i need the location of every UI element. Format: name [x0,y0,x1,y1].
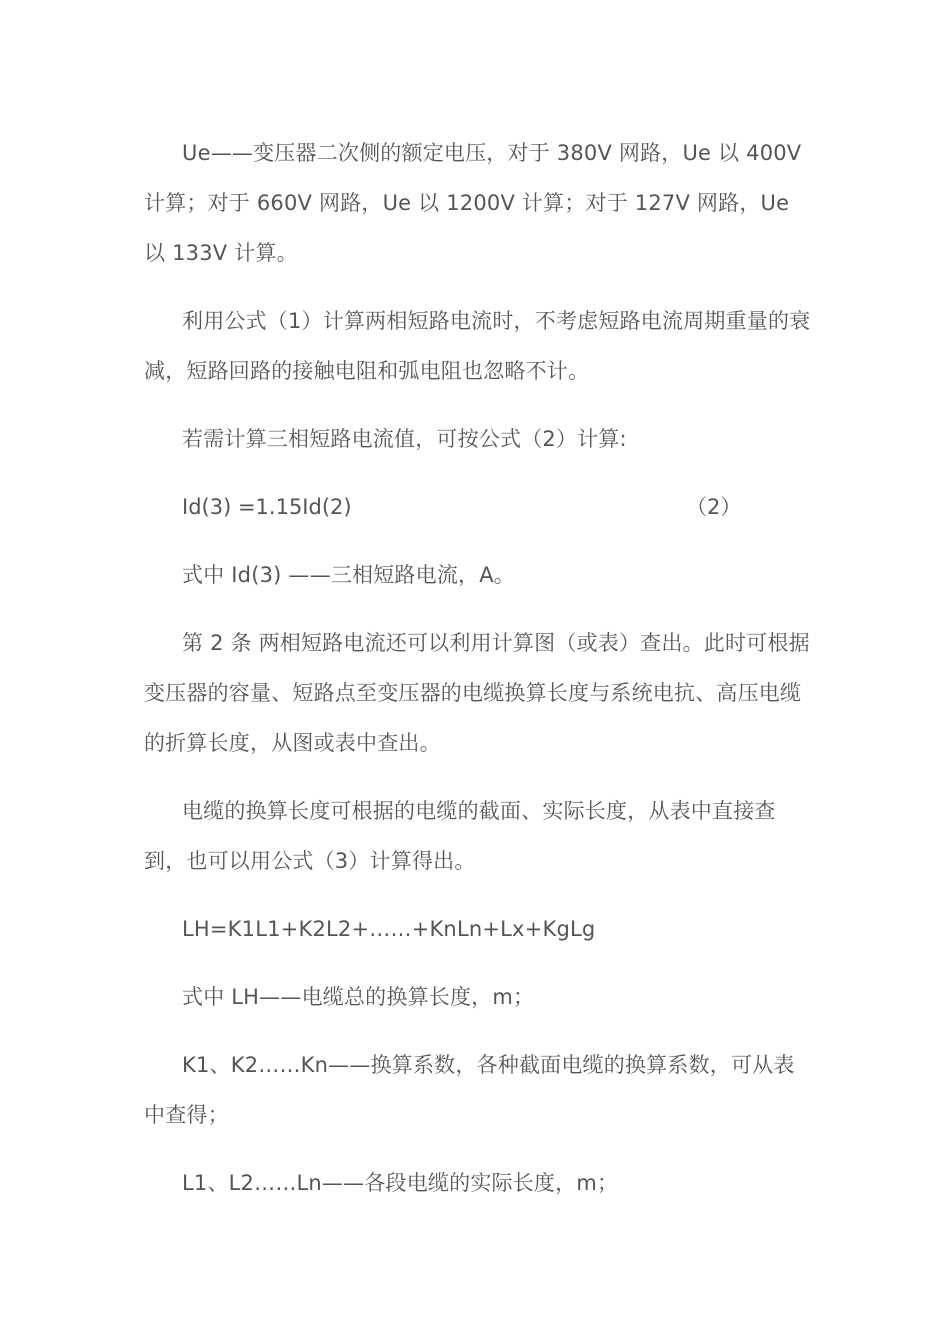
paragraph-cable-length: 电缆的换算长度可根据的电缆的截面、实际长度，从表中直接查到，也可以用公式（3）计算得出。 [144,799,776,873]
paragraph-formula1-note: 利用公式（1）计算两相短路电流时，不考虑短路电流周期重量的衰减，短路回路的接触电阻和弧电阻也忽略不计。 [144,309,811,383]
paragraph-article-2: 第 2 条 两相短路电流还可以利用计算图（或表）查出。此时可根据变压器的容量、短路点至变压器的电缆换算长度与系统电抗、高压电缆的折算长度，从图或表中查出。 [144,631,810,755]
formula-2-expression: Id(3) =1.15Id(2) [182,495,352,519]
formula-2-number: （2） [686,495,742,519]
paragraph-id3-definition: 式中 Id(3) ——三相短路电流，A。 [182,563,515,587]
paragraph-ue-definition: Ue——变压器二次侧的额定电压，对于 380V 网路，Ue 以 400V 计算；对于 660V 网路，Ue 以 1200V 计算；对于 127V 网路，Ue 以 133V 计算。 [144,141,802,265]
formula-3: LH=K1L1+K2L2+……+KnLn+Lx+KgLg [182,917,596,941]
formula-2 [144,482,814,532]
paragraph-k-definition: K1、K2……Kn——换算系数，各种截面电缆的换算系数，可从表中查得； [144,1053,795,1127]
paragraph-lh-definition: 式中 LH——电缆总的换算长度，m； [182,985,535,1009]
paragraph-three-phase-intro: 若需计算三相短路电流值，可按公式（2）计算: [182,427,627,451]
paragraph-l-definition: L1、L2……Ln——各段电缆的实际长度，m； [182,1171,619,1195]
document-page [144,128,814,1226]
